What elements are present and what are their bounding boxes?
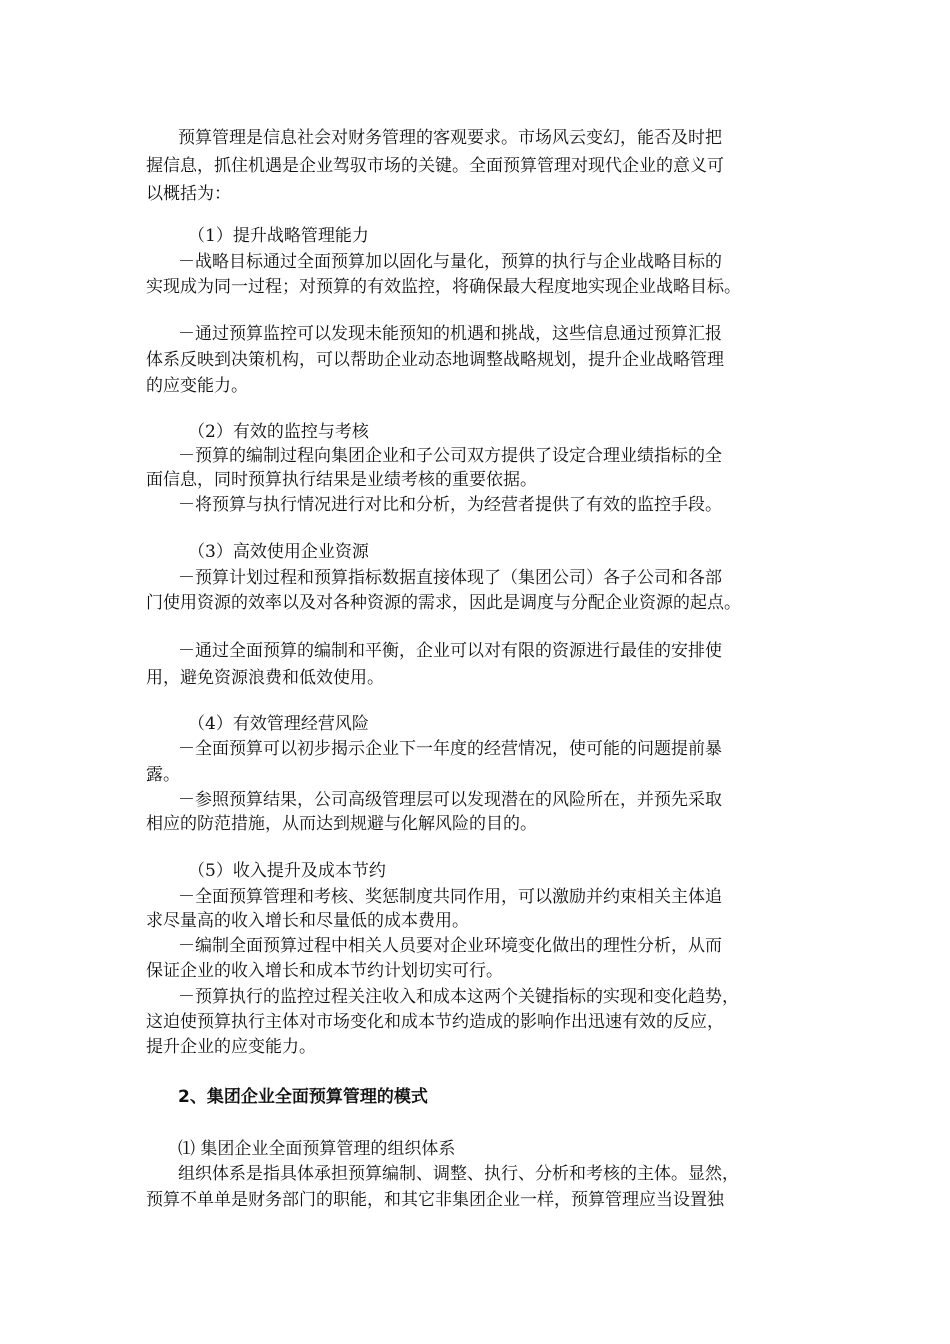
item1-para1-line-1: －战略目标通过全面预算加以固化与量化，预算的执行与企业战略目标的: [178, 252, 722, 272]
intro-line-2: 握信息，抓住机遇是企业驾驭市场的关键。全面预算管理对现代企业的意义可: [146, 156, 724, 176]
item3-heading: （3）高效使用企业资源: [188, 542, 369, 562]
item5-para3-line-2: 这迫使预算执行主体对市场变化和成本节约造成的影响作出迅速有效的反应，: [146, 1012, 724, 1032]
item4-para2-line-2: 相应的防范措施，从而达到规避与化解风险的目的。: [146, 814, 537, 834]
section2-sub-heading: ⑴ 集团企业全面预算管理的组织体系: [178, 1139, 456, 1159]
item2-heading: （2）有效的监控与考核: [188, 422, 369, 442]
item1-para2-line-2: 体系反映到决策机构，可以帮助企业动态地调整战略规划，提升企业战略管理: [146, 350, 724, 370]
section2-para-line-2: 预算不单单是财务部门的职能，和其它非集团企业一样，预算管理应当设置独: [146, 1190, 724, 1210]
item1-para2-line-1: －通过预算监控可以发现未能预知的机遇和挑战，这些信息通过预算汇报: [178, 324, 722, 344]
intro-line-1: 预算管理是信息社会对财务管理的客观要求。市场风云变幻，能否及时把: [178, 128, 722, 148]
item5-para3-line-1: －预算执行的监控过程关注收入和成本这两个关键指标的实现和变化趋势，: [178, 987, 739, 1007]
item5-heading: （5）收入提升及成本节约: [188, 861, 386, 881]
item2-para2-line-1: －将预算与执行情况进行对比和分析，为经营者提供了有效的监控手段。: [178, 495, 722, 515]
section2-heading: 2、集团企业全面预算管理的模式: [178, 1087, 428, 1107]
item5-para1-line-2: 求尽量高的收入增长和尽量低的成本费用。: [146, 911, 469, 931]
intro-line-3: 以概括为：: [146, 184, 231, 204]
item5-para1-line-1: －全面预算管理和考核、奖惩制度共同作用，可以激励并约束相关主体追: [178, 887, 722, 907]
item1-para2-line-3: 的应变能力。: [146, 376, 248, 396]
item4-heading: （4）有效管理经营风险: [188, 714, 369, 734]
item3-para1-line-1: －预算计划过程和预算指标数据直接体现了（集团公司）各子公司和各部: [178, 568, 722, 588]
item1-para1-line-2: 实现成为同一过程；对预算的有效监控，将确保最大程度地实现企业战略目标。: [146, 277, 741, 297]
item3-para2-line-2: 用，避免资源浪费和低效使用。: [146, 668, 384, 688]
item5-para3-line-3: 提升企业的应变能力。: [146, 1037, 316, 1057]
item1-heading: （1）提升战略管理能力: [188, 226, 369, 246]
section2-para-line-1: 组织体系是指具体承担预算编制、调整、执行、分析和考核的主体。显然，: [178, 1164, 739, 1184]
item4-para2-line-1: －参照预算结果，公司高级管理层可以发现潜在的风险所在，并预先采取: [178, 790, 722, 810]
item4-para1-line-2: 露。: [146, 765, 180, 785]
item5-para2-line-1: －编制全面预算过程中相关人员要对企业环境变化做出的理性分析，从而: [178, 936, 722, 956]
item2-para1-line-2: 面信息，同时预算执行结果是业绩考核的重要依据。: [146, 470, 537, 490]
item5-para2-line-2: 保证企业的收入增长和成本节约计划切实可行。: [146, 961, 503, 981]
item3-para2-line-1: －通过全面预算的编制和平衡，企业可以对有限的资源进行最佳的安排使: [178, 641, 722, 661]
item3-para1-line-2: 门使用资源的效率以及对各种资源的需求，因此是调度与分配企业资源的起点。: [146, 593, 741, 613]
item2-para1-line-1: －预算的编制过程向集团企业和子公司双方提供了设定合理业绩指标的全: [178, 446, 722, 466]
item4-para1-line-1: －全面预算可以初步揭示企业下一年度的经营情况，使可能的问题提前暴: [178, 739, 722, 759]
